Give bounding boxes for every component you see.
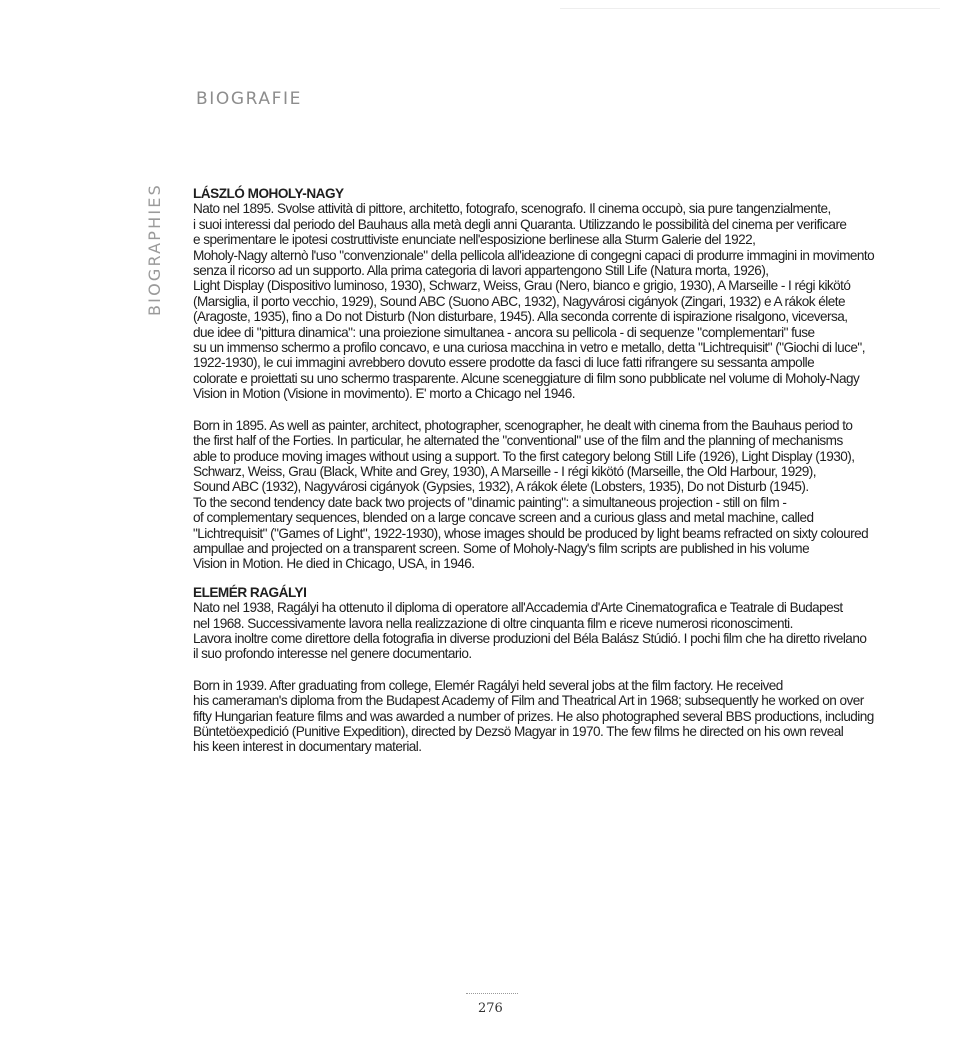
text-line: (Aragoste, 1935), fino a Do not Disturb (Non disturbare, 1945). Alla seconda corrente di ispirazione risalgono, viceversa, <box>193 309 848 325</box>
section-gap <box>193 572 893 585</box>
text-line: i suoi interessi dal periodo del Bauhaus alla metà degli anni Quaranta. Utilizzando le possibilità del cinema per verificare <box>193 216 847 232</box>
top-rule <box>560 8 940 9</box>
text-line: Vision in Motion. He died in Chicago, USA, in 1946. <box>193 556 475 572</box>
bio-name: LÁSZLÓ MOHOLY-NAGY <box>193 186 344 201</box>
text-line: Nato nel 1895. Svolse attività di pittore, architetto, fotografo, scenografo. Il cinema occupò, sia pure tangenzialmente, <box>193 201 831 217</box>
text-line: ampullae and projected on a transparent screen. Some of Moholy-Nagy's film scripts are published in his volume <box>193 540 810 556</box>
text-line: Schwarz, Weiss, Grau (Black, White and Grey, 1930), A Marseille - I régi kikötó (Marseille, the Old Harbour, 1929), <box>193 463 816 479</box>
text-line: senza il ricorso ad un supporto. Alla prima categoria di lavori appartengono Still Life (Natura morta, 1926), <box>193 263 769 279</box>
text-line: To the second tendency date back two projects of "dinamic painting": a simultaneous projection - still on film - <box>193 494 787 510</box>
text-line: fifty Hungarian feature films and was awarded a number of prizes. He also photographed several BBS productions, including <box>193 708 874 724</box>
text-line: Light Display (Dispositivo luminoso, 1930), Schwarz, Weiss, Grau (Nero, bianco e grigio, 1930), A Marseille - I régi kikötó <box>193 278 851 294</box>
text-line: able to produce moving images without using a support. To the first category belong Still Life (1926), Light Display (1930), <box>193 448 855 464</box>
biographies-content <box>193 186 893 755</box>
text-line: (Marsiglia, il porto vecchio, 1929), Sound ABC (Suono ABC, 1932), Nagyvárosi cigányok (Zingari, 1932) e A rákok élete <box>193 293 845 309</box>
text-line: colorate e proiettati su uno schermo trasparente. Alcune sceneggiature di film sono pubblicate nel volume di Moholy-Nagy <box>193 370 860 386</box>
bio-text-english <box>193 678 893 755</box>
text-line: due idee di "pittura dinamica": una proiezione simultanea - ancora su pellicola - di sequenze "complementari" fuse <box>193 324 815 340</box>
side-label: BIOGRAPHIES <box>145 183 164 316</box>
text-line: il suo profondo interesse nel genere documentario. <box>193 646 472 662</box>
bio-text-italian <box>193 600 893 662</box>
bio-text-italian <box>193 201 893 401</box>
text-line: Born in 1939. After graduating from college, Elemér Ragályi held several jobs at the film factory. He received <box>193 677 783 693</box>
text-line: his keen interest in documentary material. <box>193 739 422 755</box>
text-line: Lavora inoltre come direttore della fotografia in diverse produzioni del Béla Balász Stúdió. I pochi film che ha diretto rivelano <box>193 630 867 646</box>
text-line: Nato nel 1938, Ragályi ha ottenuto il diploma di operatore all'Accademia d'Arte Cinematografica e Teatrale di Budapest <box>193 600 843 616</box>
text-line: of complementary sequences, blended on a large concave screen and a curious glass and metal machine, called <box>193 510 814 526</box>
biography-ragalyi <box>193 585 893 755</box>
page-title: BIOGRAFIE <box>196 89 302 109</box>
text-line: Büntetöexpedició (Punitive Expedition), directed by Dezsö Magyar in 1970. The few films he directed on his own reveal <box>193 724 844 739</box>
bio-text-english <box>193 418 893 572</box>
page-number: 276 <box>478 1001 503 1016</box>
text-line: the first half of the Forties. In particular, he alternated the "conventional" use of the film and the planning of mechanisms <box>193 433 843 449</box>
text-line: 1922-1930), le cui immagini avrebbero dovuto essere prodotte da fasci di luce fatti rifrangere su sessanta ampolle <box>193 355 815 371</box>
text-line: Moholy-Nagy alternò l'uso "convenzionale" della pellicola all'ideazione di congegni capaci di produrre immagini in movimento <box>193 247 875 263</box>
page-number-dots <box>466 993 518 994</box>
biography-moholy-nagy <box>193 186 893 572</box>
text-line: his cameraman's diploma from the Budapest Academy of Film and Theatrical Art in 1968; subsequently he worked on over <box>193 693 864 709</box>
paragraph-gap <box>193 402 893 418</box>
paragraph-gap <box>193 662 893 678</box>
bio-name: ELEMÉR RAGÁLYI <box>193 584 307 600</box>
text-line: Sound ABC (1932), Nagyvárosi cigányok (Gypsies, 1932), A rákok élete (Lobsters, 1935), Do not Disturb (1945). <box>193 479 809 495</box>
text-line: Vision in Motion (Visione in movimento). E' morto a Chicago nel 1946. <box>193 386 575 402</box>
text-line: Born in 1895. As well as painter, architect, photographer, scenographer, he dealt with cinema from the Bauhaus period to <box>193 417 853 433</box>
text-line: su un immenso schermo a profilo concavo, e una curiosa macchina in vetro e metallo, detta "Lichtrequisit" ("Giochi di luce", <box>193 340 865 356</box>
text-line: "Lichtrequisit" ("Games of Light", 1922-1930), whose images should be produced by light beams refracted on sixty coloured <box>193 525 869 541</box>
text-line: e sperimentare le ipotesi costruttiviste enunciate nell'esposizione berlinese alla Sturm Galerie del 1922, <box>193 232 756 248</box>
text-line: nel 1968. Successivamente lavora nella realizzazione di oltre cinquanta film e riceve numerosi riconoscimenti. <box>193 615 793 631</box>
